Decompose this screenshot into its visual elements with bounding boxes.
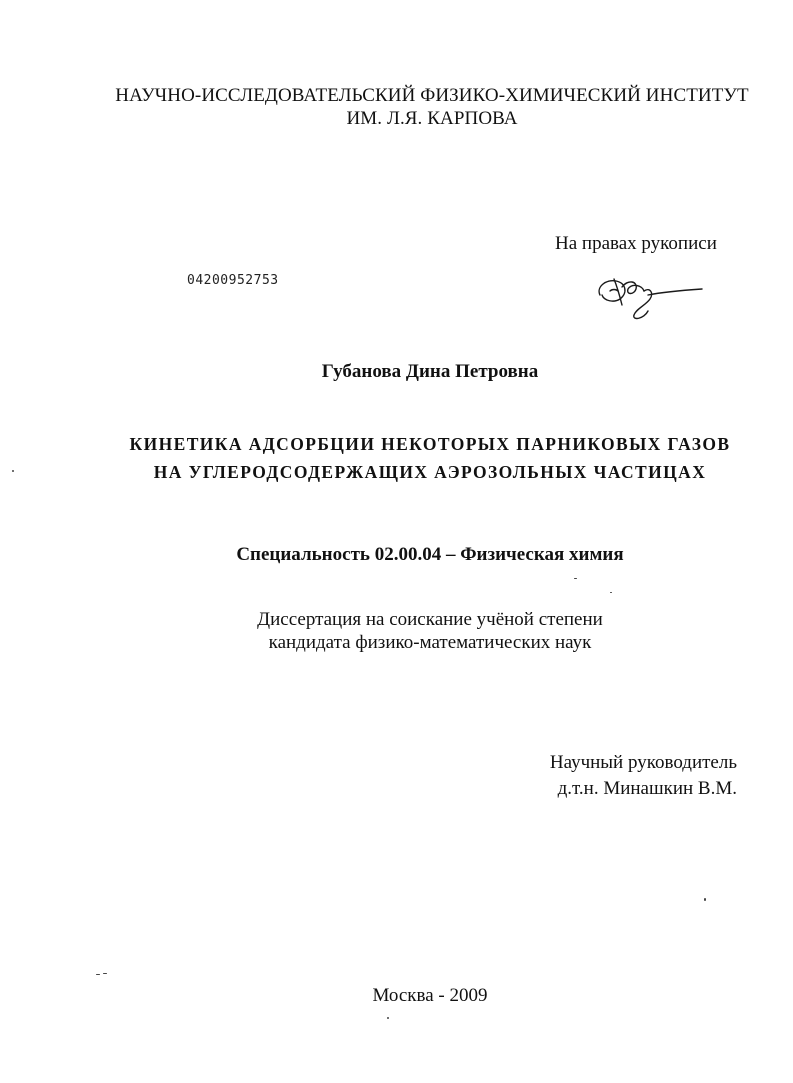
scan-speck <box>574 578 577 579</box>
degree-line-2: кандидата физико-математических наук <box>268 632 592 653</box>
supervisor-name: д.т.н. Минашкин В.М. <box>557 778 737 799</box>
institute-affiliation: ИМ. Л.Я. КАРПОВА <box>346 108 518 129</box>
signature-icon <box>592 265 708 321</box>
degree-line-1: Диссертация на соискание учёной степени <box>257 609 603 630</box>
city-year: Москва - 2009 <box>372 985 488 1006</box>
supervisor-block <box>500 750 737 802</box>
scan-speck <box>610 592 612 593</box>
supervisor-label: Научный руководитель <box>549 752 737 773</box>
scan-speck <box>12 470 14 472</box>
scan-speck <box>704 898 706 901</box>
institute-name: НАУЧНО-ИССЛЕДОВАТЕЛЬСКИЙ ФИЗИКО-ХИМИЧЕСКИЙ ИНСТИТУТ <box>115 85 749 106</box>
institute-header <box>92 84 772 130</box>
specialty: Специальность 02.00.04 – Физическая химия <box>236 544 624 565</box>
dissertation-title <box>120 430 740 486</box>
author-name: Губанова Дина Петровна <box>321 361 539 382</box>
catalog-number: 04200952753 <box>187 273 279 288</box>
title-line-2: НА УГЛЕРОДСОДЕРЖАЩИХ АЭРОЗОЛЬНЫХ ЧАСТИЦАХ <box>153 462 707 482</box>
scan-speck <box>96 974 100 975</box>
degree-statement <box>180 608 680 654</box>
manuscript-note: На правах рукописи <box>555 233 717 254</box>
scan-speck <box>387 1017 389 1019</box>
scan-speck <box>103 973 107 974</box>
title-line-1: КИНЕТИКА АДСОРБЦИИ НЕКОТОРЫХ ПАРНИКОВЫХ ГАЗОВ <box>129 434 731 454</box>
